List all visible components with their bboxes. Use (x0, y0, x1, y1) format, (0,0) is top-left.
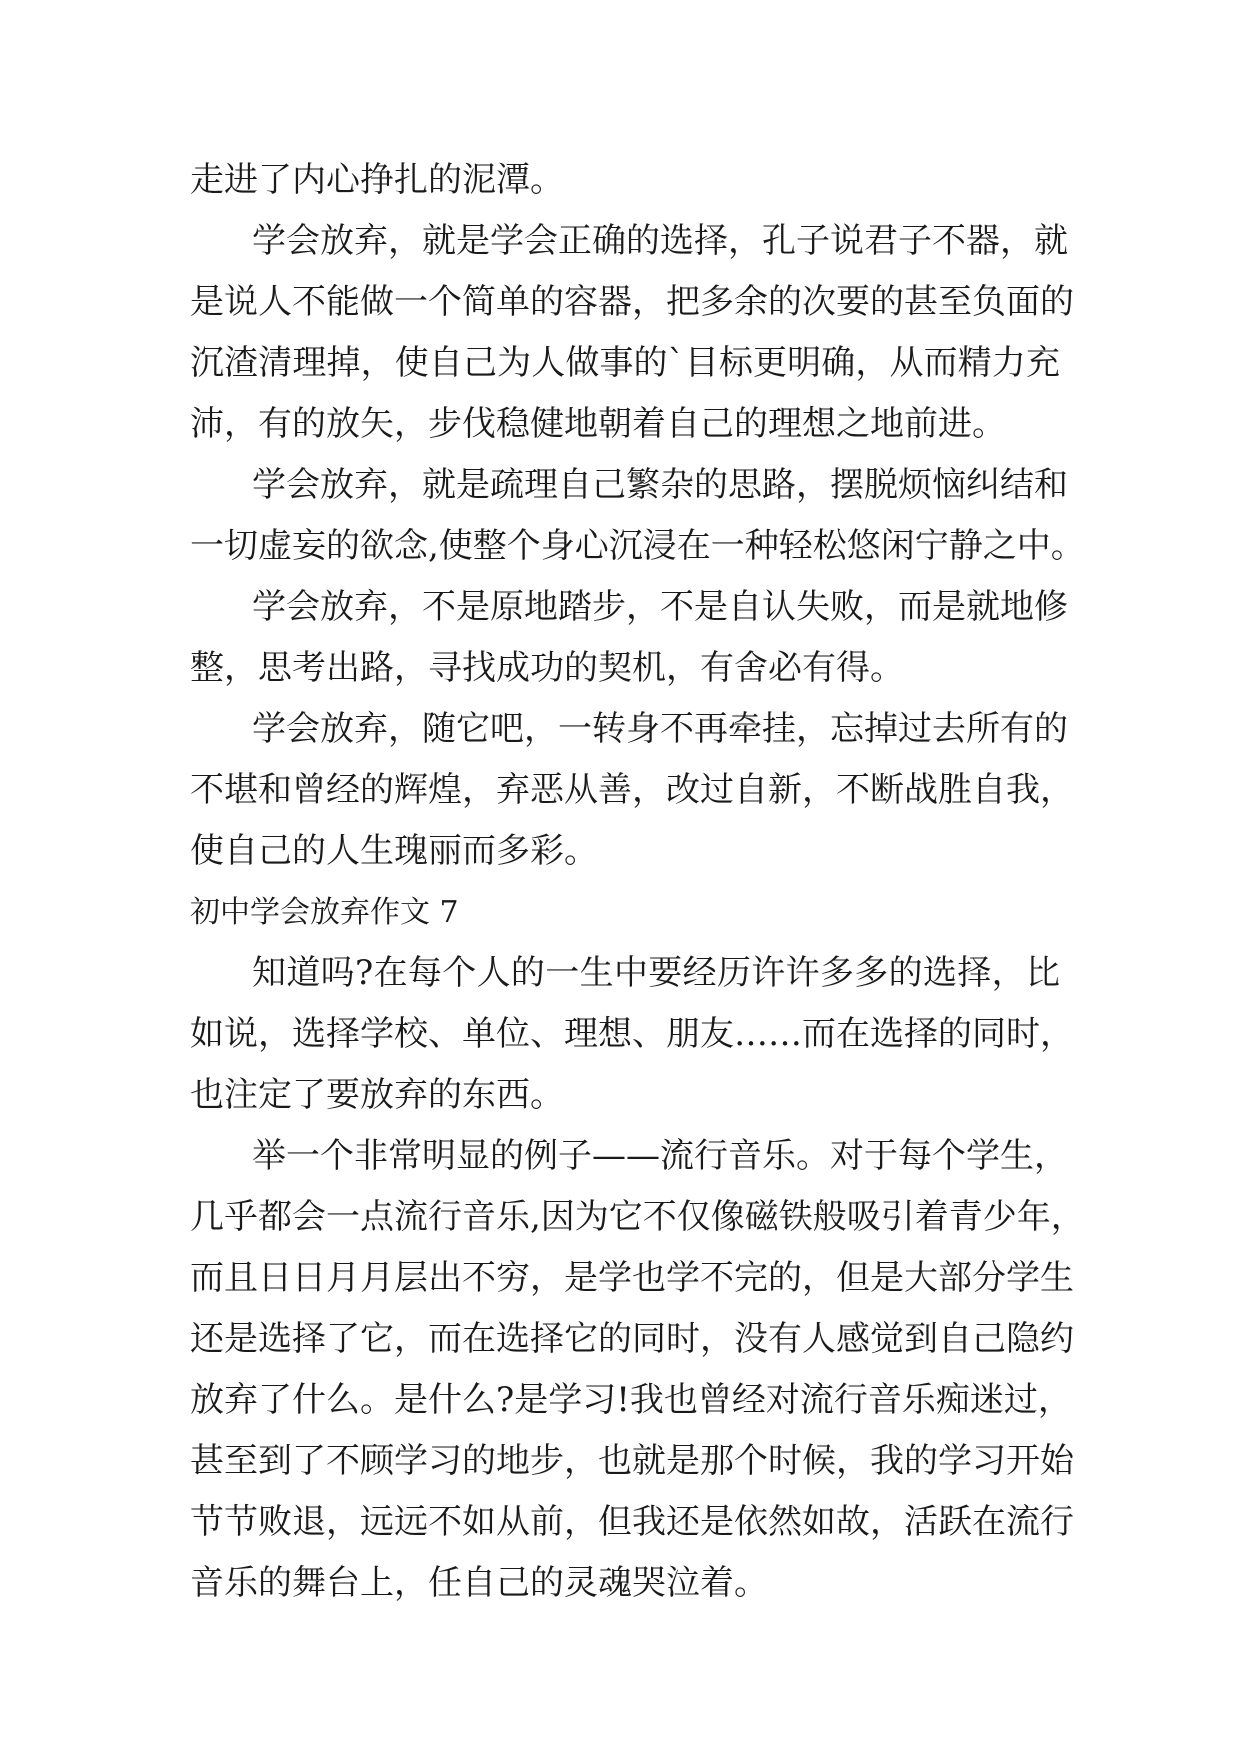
text-line: 如说，选择学校、单位、理想、朋友……而在选择的同时， (190, 1014, 1074, 1054)
text-line: 沉渣清理掉，使自己为人做事的`目标更明确，从而精力充 (190, 343, 1060, 383)
text-line: 放弃了什么。是什么?是学习!我也曾经对流行音乐痴迷过， (190, 1380, 1072, 1420)
text-line: 音乐的舞台上，任自己的灵魂哭泣着。 (190, 1563, 768, 1603)
text-line: 一切虚妄的欲念,使整个身心沉浸在一种轻松悠闲宁静之中。 (190, 526, 1085, 566)
section-heading: 初中学会放弃作文 7 (190, 895, 459, 930)
text-line: 沛，有的放矢，步伐稳健地朝着自己的理想之地前进。 (190, 404, 1006, 444)
paragraph (190, 1126, 1085, 1614)
paragraph (190, 455, 1085, 577)
text-line: 整，思考出路，寻找成功的契机，有舍必有得。 (190, 648, 904, 688)
text-line: 使自己的人生瑰丽而多彩。 (190, 831, 598, 871)
document-page (190, 150, 1085, 1614)
text-line: 而且日日月月层出不穷，是学也学不完的，但是大部分学生 (190, 1258, 1074, 1298)
paragraph (190, 699, 1074, 882)
text-line: 学会放弃，随它吧，一转身不再牵挂，忘掉过去所有的 (252, 709, 1068, 749)
text-line: 学会放弃，不是原地踏步，不是自认失败，而是就地修 (252, 587, 1068, 627)
paragraph (190, 943, 1074, 1126)
text-line: 几乎都会一点流行音乐,因为它不仅像磁铁般吸引着青少年， (190, 1197, 1085, 1237)
paragraph (190, 577, 1068, 699)
text-line: 甚至到了不顾学习的地步，也就是那个时候，我的学习开始 (190, 1441, 1074, 1481)
text-line: 知道吗?在每个人的一生中要经历许许多多的选择，比 (252, 953, 1060, 993)
text-line: 学会放弃，就是疏理自己繁杂的思路，摆脱烦恼纠结和 (252, 465, 1068, 505)
text-line: 不堪和曾经的辉煌，弃恶从善，改过自新，不断战胜自我， (190, 770, 1074, 810)
text-line: 也注定了要放弃的东西。 (190, 1075, 564, 1115)
text-line: 是说人不能做一个简单的容器，把多余的次要的甚至负面的 (190, 282, 1074, 322)
text-line: 学会放弃，就是学会正确的选择，孔子说君子不器，就 (252, 221, 1068, 261)
paragraph (190, 150, 1060, 211)
paragraph (190, 211, 1074, 455)
text-line: 走进了内心挣扎的泥潭。 (190, 160, 564, 200)
text-line: 举一个非常明显的例子——流行音乐。对于每个学生， (252, 1136, 1068, 1176)
text-line: 节节败退，远远不如从前，但我还是依然如故，活跃在流行 (190, 1502, 1074, 1542)
text-line: 还是选择了它，而在选择它的同时，没有人感觉到自己隐约 (190, 1319, 1074, 1359)
